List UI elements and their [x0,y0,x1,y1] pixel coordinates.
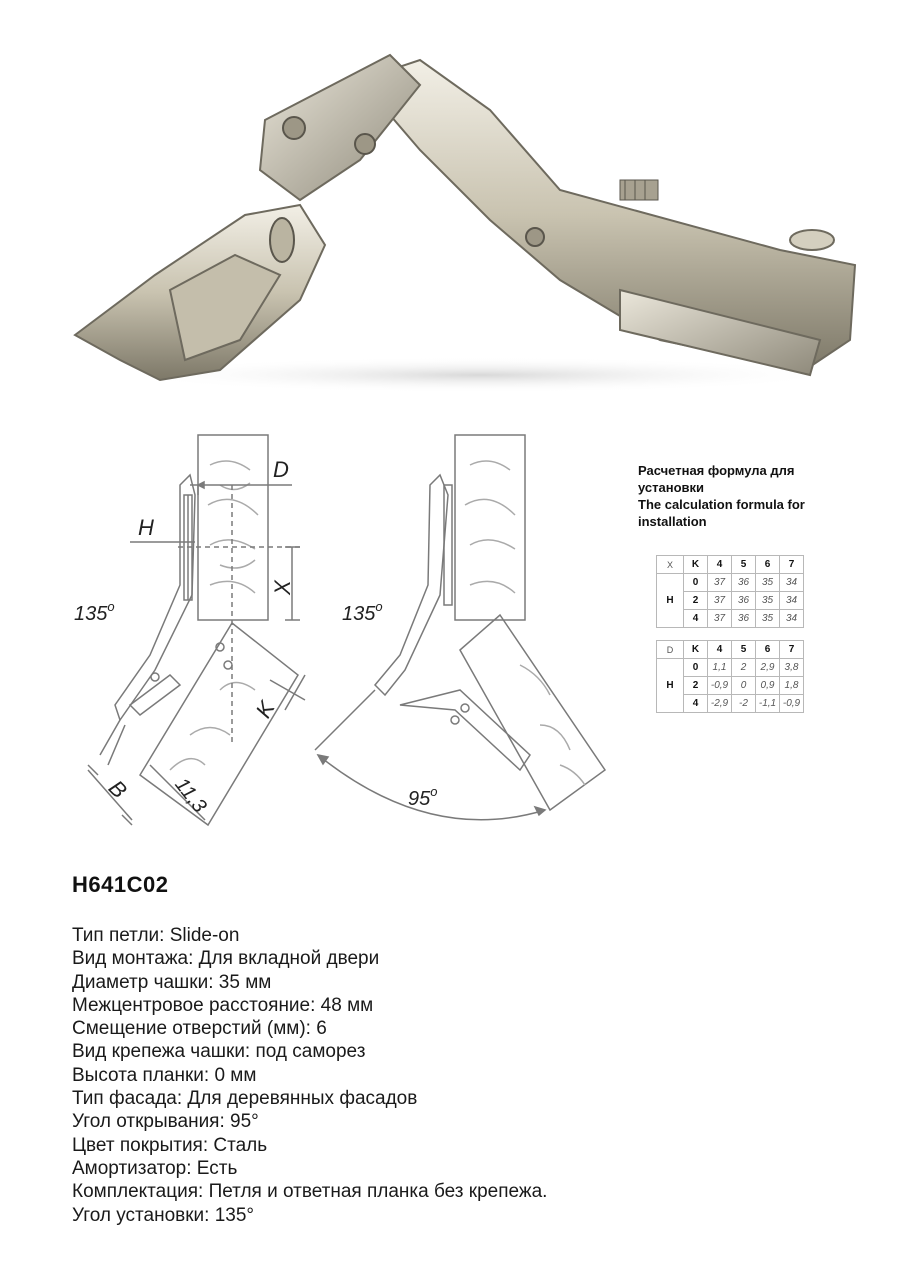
table-x-col: 7 [780,556,804,574]
table-x-cell: 37 [708,610,732,628]
formula-title-en-1: The calculation formula for [638,497,805,512]
table-d [656,640,804,713]
spec-install-angle: Угол установки: 135° [72,1204,255,1226]
table-x [656,555,804,628]
spec-package: Комплектация: Петля и ответная планка без крепежа. [72,1181,548,1203]
table-d-cell: 0,9 [756,677,780,695]
spec-cup-fastening: Вид крепежа чашки: под саморез [72,1041,366,1063]
spec-hinge-type: Тип петли: Slide-on [72,925,240,946]
label-d: D [273,457,289,482]
table-x-col: 4 [708,556,732,574]
formula-heading [638,462,858,530]
table-x-h: 0 [684,574,708,592]
table-d-cell: -2,9 [708,695,732,713]
table-x-header [657,556,804,574]
angle-open: 95$^o$ [408,784,438,810]
table-x-col: 6 [756,556,780,574]
table-x-h: 4 [684,610,708,628]
table-d-cell: 1,1 [708,659,732,677]
spec-cup-diameter: Диаметр чашки: 35 мм [72,971,272,993]
table-x-col: 5 [732,556,756,574]
table-d-row-label: H [657,659,684,713]
spec-damper: Амортизатор: Есть [72,1157,238,1179]
table-d-col: 7 [780,641,804,659]
table-d-cell: 2 [732,659,756,677]
table-d-cell: -2 [732,695,756,713]
table-d-cell: 0 [732,677,756,695]
table-d-cell: 1,8 [780,677,804,695]
table-d-h: 4 [684,695,708,713]
table-d-corner-top: D [657,641,684,659]
table-d-corner-bottom: K [684,641,708,659]
table-x-cell: 37 [708,574,732,592]
label-x: X [270,580,295,595]
table-x-cell: 36 [732,574,756,592]
label-11-3: 11,3 [170,773,211,818]
angle-right: 135$^o$ [342,599,383,625]
spec-opening-angle: Угол открывания: 95° [72,1111,259,1133]
label-b: B [103,775,132,804]
table-x-cell: 34 [780,610,804,628]
table-x-cell: 35 [756,610,780,628]
spec-list [72,924,547,1227]
table-x-cell: 36 [732,592,756,610]
formula-title-en-2: installation [638,514,707,529]
table-x-cell: 34 [780,574,804,592]
table-d-cell: -1,1 [756,695,780,713]
label-h: H [138,515,154,540]
table-x-corner-top: X [657,556,684,574]
table-x-cell: 35 [756,592,780,610]
table-x-row-label: H [657,574,684,628]
table-d-h: 0 [684,659,708,677]
spec-plate-height: Высота планки: 0 мм [72,1064,257,1086]
table-d-cell: 3,8 [780,659,804,677]
formula-title-ru-1: Расчетная формула для [638,463,795,478]
table-x-corner-bottom: K [684,556,708,574]
table-d-cell: -0,9 [780,695,804,713]
table-x-h: 2 [684,592,708,610]
model-title: H641C02 [72,872,169,897]
table-d-col: 6 [756,641,780,659]
table-d-col: 5 [732,641,756,659]
table-d-h: 2 [684,677,708,695]
hinge-photo [60,40,870,400]
table-x-cell: 35 [756,574,780,592]
table-d-col: 4 [708,641,732,659]
table-x-cell: 36 [732,610,756,628]
installation-diagram [60,425,620,845]
table-d-cell: -0,9 [708,677,732,695]
formula-title-ru-2: установки [638,480,705,495]
table-row [657,574,804,592]
angle-left: 135$^o$ [74,599,115,625]
spec-color: Цвет покрытия: Сталь [72,1134,268,1156]
table-x-cell: 37 [708,592,732,610]
table-x-cell: 34 [780,592,804,610]
spec-facade-type: Тип фасада: Для деревянных фасадов [72,1088,418,1110]
table-d-cell: 2,9 [756,659,780,677]
spec-center-distance: Межцентровое расстояние: 48 мм [72,994,374,1016]
spec-mounting: Вид монтажа: Для вкладной двери [72,948,380,970]
table-row [657,659,804,677]
label-k: K [250,696,280,723]
table-d-header [657,641,804,659]
spec-hole-offset: Смещение отверстий (мм): 6 [72,1018,327,1040]
